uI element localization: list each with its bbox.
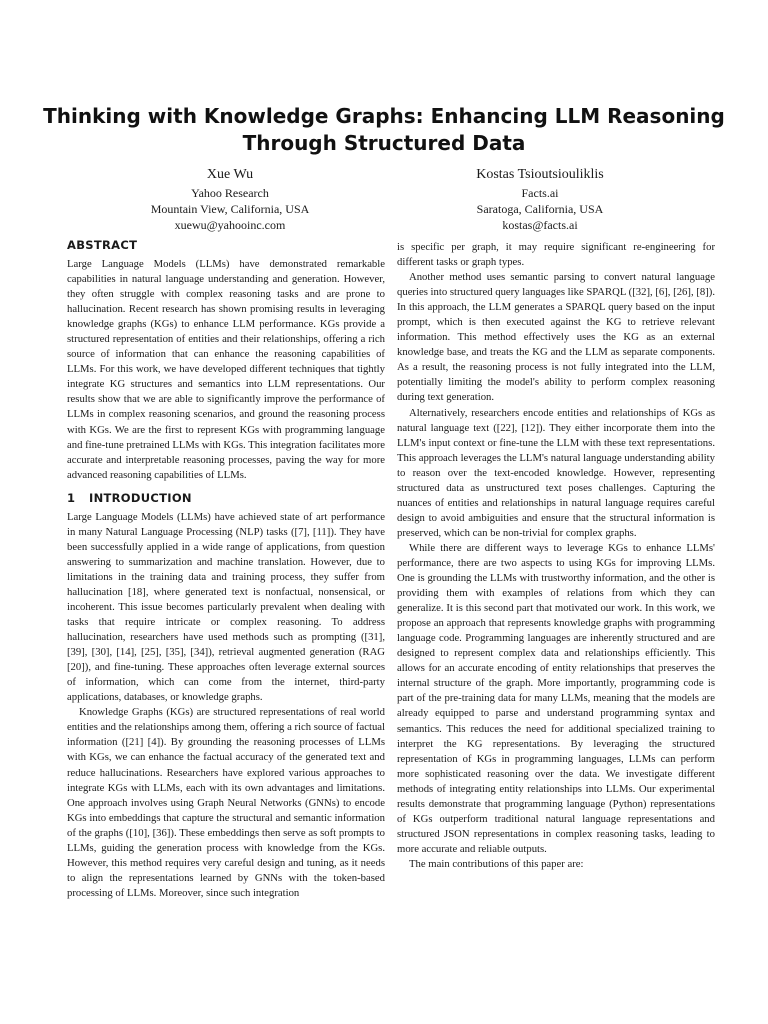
paragraph: While there are different ways to leverage KGs to enhance LLMs' performance, there are two aspects to using KGs for improving LLMs. One is grounding the LLMs with trustworthy information, and the other is providing them with examples of relations from which they can generalize. It is this second part that motivated our work. In this work, we propose an approach that represents knowledge graphs with programming language code. Programming languages are inherently structured and are designed to represent complex data and relationships efficiently. This allows for an accurate encoding of entity relationships that preserves the internal structure of the graph. More importantly, programming code is part of the pre-training data for many LLMs, meaning that the models are already equipped to parse and understand programming syntax and semantics. This reduces the need for additional specialized training to interpret the KG representations. By leveraging the structured representation of KGs in programming languages, LLMs can perform more sophisticated reasoning over the data. We investigate different methods of integrating entity relationships into LLMs. Our experimental results demonstrate that programming language (Python) representations of KGs outperform traditional natural language representations and structured JSON representations in complex reasoning tasks, leading to more accurate and reliable outputs. <box>397 541 715 855</box>
author-affiliation: Yahoo Research <box>191 186 269 200</box>
abstract-text: Large Language Models (LLMs) have demonstrated remarkable capabilities in natural language understanding and generation. However, they often struggle with complex reasoning tasks and are prone to hallucination. Recent research has shown promising results in leveraging knowledge graphs (KGs) to enhance LLM performance. KGs provide a structured representation of entities and their relationships, offering a rich source of information that can enhance the reasoning capabilities of LLMs. For this work, we have developed different techniques that tightly integrate KG structures and semantics into LLM representations. Our results show that we are able to significantly improve the performance of LLMs in complex reasoning scenarios, and ground the reasoning process with KGs. We are the first to represent KGs with programming language and fine-tune pretrained LLMs with KGs. This integration facilitates more accurate and interpretable reasoning processes, paving the way for more advanced reasoning capabilities of LLMs. <box>67 258 385 481</box>
author-name: Xue Wu <box>206 167 254 182</box>
paragraph: Alternatively, researchers encode entities and relationships of KGs as natural language text ([22], [12]). They either incorporate them into the LLM's input context or fine-tune the LLM with these text representations. This approach leverages the LLM's natural language understanding ability to reason over the text-encoded knowledge. However, representing structured data as unstructured text poses challenges. Capturing the nuances of entities and relationships in natural language requires careful design to avoid ambiguities and ensure that the structural information is preserved, which can be non-trivial for complex graphs. <box>397 406 715 539</box>
abstract-heading: ABSTRACT <box>67 238 138 252</box>
author-email: kostas@facts.ai <box>502 218 578 232</box>
right-column <box>397 240 715 872</box>
section-heading <box>67 491 385 506</box>
paragraph: Knowledge Graphs (KGs) are structured representations of real world entities and the relationships among them, offering a rich source of factual information ([21] [4]). By grounding the reasoning processes of LLMs with KGs, we can enhance the factual accuracy of the generated text and reduce hallucinations. Researchers have explored various approaches to integrate KGs with LLMs, each with its own advantages and limitations. One approach involves using Graph Neural Networks (GNNs) to encode KGs into embeddings that capture the structural and semantic information of the graphs ([10], [36]). These embeddings then serve as soft prompts to LLMs, guiding the generation process with knowledge from the KGs. However, this method requires very careful design and tuning, as it needs to align the representations learned by GNNs with the token-based processing of LLMs. Moreover, since such integration <box>67 706 385 899</box>
paragraph: Large Language Models (LLMs) have achieved state of art performance in many Natural Language Processing (NLP) tasks ([7], [11]). They have been successfully applied in a wide range of applications, from question answering to summarization and machine translation. However, due to limitations in the training data and training process, they suffer from hallucination [18], where generated text is nonfactual, nonsensical, or incoherent. This issue becomes particularly prevalent when dealing with tasks that require intricate or complex reasoning. To address hallucination, researchers have used methods such as prompting ([31], [39], [30], [14], [25], [35], [34]), retrieval augmented generation (RAG [20]), and fine-tuning. These approaches often leverage external sources of information, which can come from the internet, third-party applications, databases, or knowledge graphs. <box>67 510 385 704</box>
paragraph: is specific per graph, it may require significant re-engineering for different tasks or graph types. <box>397 241 715 269</box>
author-name: Kostas Tsioutsiouliklis <box>476 167 604 182</box>
section-number: 1 <box>67 490 76 505</box>
paragraph: The main contributions of this paper are: <box>409 857 584 870</box>
author-affiliation: Facts.ai <box>521 186 559 200</box>
author-email: xuewu@yahooinc.com <box>174 218 286 232</box>
author-block <box>390 166 690 233</box>
paper-title: Thinking with Knowledge Graphs: Enhancing LLM Reasoning Through Structured Data <box>43 104 725 155</box>
paragraph: Another method uses semantic parsing to convert natural language queries into structured query languages like SPARQL ([32], [6], [26], [8]). In this approach, the LLM generates a SPARQL query based on the input prompt, which is then executed against the KG to retrieve relevant information. This method effectively uses the KG as an external knowledge base, and treats the KG and the LLM as separate components. As a result, the reasoning process is not fully integrated into the LLM, potentially limiting the model's ability to perform complex reasoning during text generation. <box>397 271 715 404</box>
section-title: INTRODUCTION <box>89 490 192 505</box>
author-location: Mountain View, California, USA <box>150 202 310 216</box>
left-column <box>67 238 385 901</box>
author-block <box>80 166 380 233</box>
author-location: Saratoga, California, USA <box>476 202 604 216</box>
